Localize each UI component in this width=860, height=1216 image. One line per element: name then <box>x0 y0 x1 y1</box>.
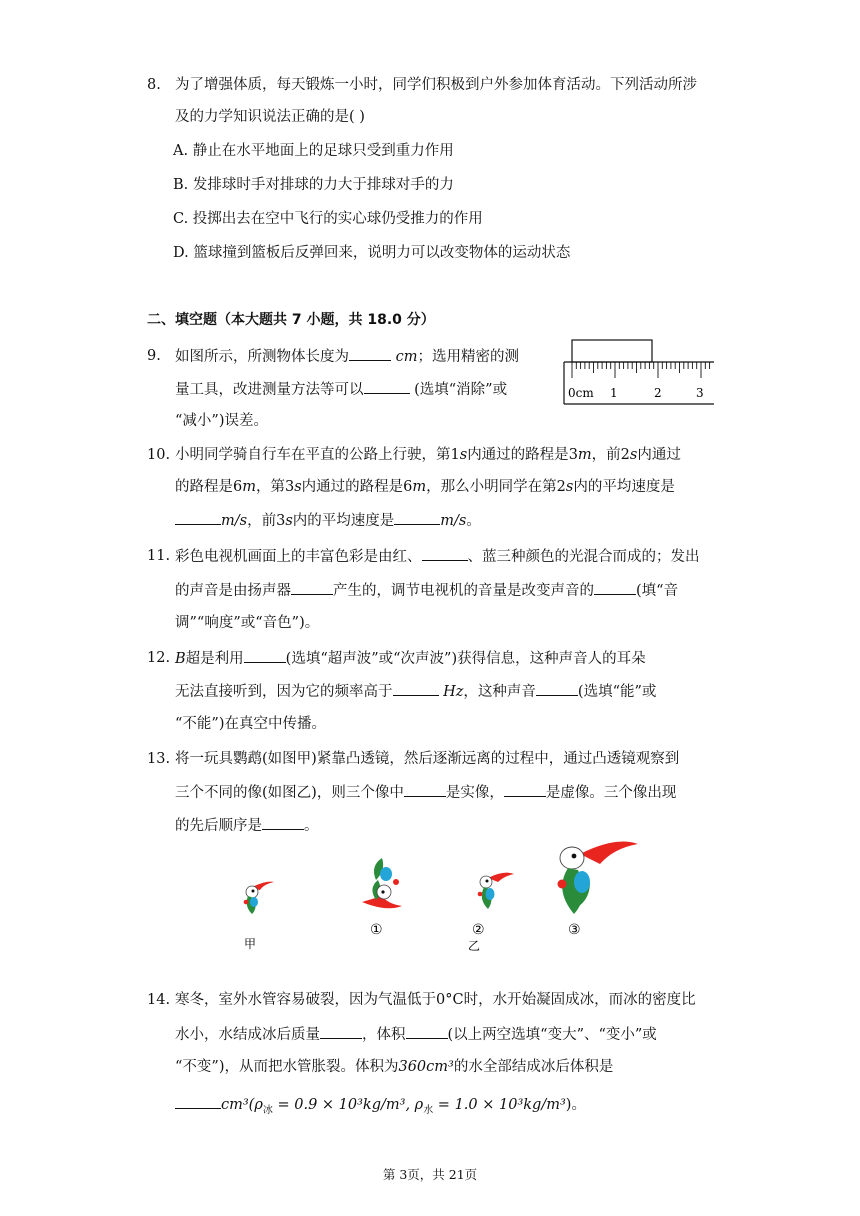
q11-text: 的声音是由扬声器 <box>175 583 291 599</box>
q12-line3: “不能”)在真空中传播。 <box>175 716 326 732</box>
q10-value: 3 <box>568 447 578 463</box>
answer-blank[interactable] <box>349 346 391 361</box>
q8-stem-line1: 为了增强体质，每天锻炼一小时，同学们积极到户外参加体育活动。下列活动所涉 <box>175 77 697 93</box>
fig-label-yi: 乙 <box>468 939 481 953</box>
q10-unit: m/s <box>440 513 467 529</box>
answer-blank[interactable] <box>536 681 578 696</box>
q9-line2 <box>175 379 507 400</box>
q14-text: 寒冬，室外水管容易破裂，因为气温低于 <box>175 992 436 1008</box>
q10-unit: m <box>242 479 256 495</box>
q8-number: 8. <box>147 77 161 93</box>
image-mark-1: ① <box>370 922 383 938</box>
q10-unit: s <box>459 447 468 463</box>
answer-blank[interactable] <box>175 1094 221 1109</box>
q12-text: ，这种声音 <box>463 684 536 700</box>
answer-blank[interactable] <box>364 379 410 394</box>
q11-text: 彩色电视机画面上的丰富色彩是由红、 <box>175 549 422 565</box>
q14-value: 360cm³ <box>398 1059 454 1075</box>
answer-blank[interactable] <box>394 510 440 525</box>
q14-line1 <box>175 990 696 1010</box>
q10-value: 2 <box>556 479 566 495</box>
q9-text: (选填“消除”或 <box>414 382 508 398</box>
q8-option-a: A. 静止在水平地面上的足球只受到重力作用 <box>173 143 454 159</box>
q11-text: 产生的，调节电视机的音量是改变声音的 <box>333 583 594 599</box>
q10-unit: s <box>285 513 293 529</box>
q14-formula: cm³(ρ <box>221 1097 263 1113</box>
q13-text: 的先后顺序是 <box>175 818 262 834</box>
answer-blank[interactable] <box>320 1024 362 1039</box>
q10-text: 内的平均速度是 <box>292 513 395 529</box>
q10-unit: m <box>412 479 427 495</box>
answer-blank[interactable] <box>422 546 468 561</box>
q10-text: ，前 <box>591 447 621 463</box>
page-footer: 第 3页，共 21页 <box>382 1167 478 1182</box>
answer-blank[interactable] <box>404 782 446 797</box>
answer-blank[interactable] <box>393 681 439 696</box>
q10-value: 1 <box>450 447 460 463</box>
q11-line3: 调”“响度”或“音色”)。 <box>175 615 320 631</box>
q10-unit: s <box>294 479 302 495</box>
q11-number: 11. <box>147 548 171 564</box>
q14-text: 时，水开始凝固成冰，而冰的密度比 <box>463 992 696 1008</box>
q14-value: 0°C <box>436 992 464 1008</box>
q14-formula: = 0.9 × 10³kg/m³, ρ <box>272 1097 424 1113</box>
q10-text: 内通过 <box>637 447 681 463</box>
q12-line2 <box>175 681 656 702</box>
q10-line2 <box>175 477 675 497</box>
parrot-jia <box>244 882 274 914</box>
q10-unit: s <box>629 447 638 463</box>
q11-text: (填“音 <box>636 583 679 599</box>
q10-text: 内通过的路程是 <box>301 479 404 495</box>
q8-option-b: B. 发排球时手对排球的力大于排球对手的力 <box>173 177 454 193</box>
q11-text: 、蓝三种颜色的光混合而成的；发出 <box>467 549 700 565</box>
q14-text: (以上两空选填“变大”、“变小”或 <box>447 1027 657 1043</box>
ruler-label-2: 2 <box>654 386 662 400</box>
q10-text: 。 <box>466 513 481 529</box>
image-mark-2: ② <box>472 922 485 938</box>
q10-text: 小明同学骑自行车在平直的公路上行驶，第 <box>175 447 451 463</box>
q12-symbol: B <box>175 651 186 667</box>
q13-line1: 将一玩具鹦鹉(如图甲)紧靠凸透镜，然后逐渐远离的过程中，通过凸透镜观察到 <box>175 751 680 767</box>
measured-object <box>572 340 652 362</box>
q14-line2 <box>175 1024 657 1045</box>
q10-value: 6 <box>233 479 243 495</box>
q14-number: 14. <box>147 992 171 1008</box>
q9-number: 9. <box>147 348 161 364</box>
q10-value: 2 <box>620 447 630 463</box>
q13-number: 13. <box>147 751 171 767</box>
q12-text: (选填“超声波”或“次声波”)获得信息，这种声音人的耳朵 <box>285 651 646 667</box>
q12-text: 无法直接听到，因为它的频率高于 <box>175 684 393 700</box>
q14-line4 <box>175 1094 586 1121</box>
q12-text: (选填“能”或 <box>577 684 657 700</box>
parrot-image-3 <box>558 842 639 914</box>
q10-text: ，第 <box>255 479 285 495</box>
q10-value: 3 <box>284 479 295 495</box>
ruler-figure <box>560 338 716 406</box>
q12-line1 <box>175 648 646 669</box>
q10-value: 3 <box>276 513 286 529</box>
q14-line3 <box>175 1057 613 1077</box>
q10-text: ，前 <box>247 513 277 529</box>
q13-text: 三个不同的像(如图乙)，则三个像中 <box>175 785 404 801</box>
ruler-label-0: 0cm <box>568 386 594 400</box>
answer-blank[interactable] <box>504 782 546 797</box>
answer-blank[interactable] <box>175 510 221 525</box>
q10-unit: m <box>577 447 592 463</box>
q12-unit: Hz <box>443 684 464 700</box>
parrot-image-1 <box>362 858 402 908</box>
ruler-label-3: 3 <box>696 386 704 400</box>
q9-line3: “减小”)误差。 <box>175 413 268 429</box>
q8-option-c: C. 投掷出去在空中飞行的实心球仍受推力的作用 <box>173 211 483 227</box>
q13-text: 。 <box>304 818 319 834</box>
answer-blank[interactable] <box>594 580 636 595</box>
q10-text: 的路程是 <box>175 479 233 495</box>
q10-text: 内通过的路程是 <box>467 447 569 463</box>
parrot-image-2 <box>478 873 514 909</box>
unit: cm <box>395 349 418 365</box>
q9-text: ；选用精密的测 <box>417 349 519 365</box>
q10-unit: m/s <box>221 513 248 529</box>
q13-line3 <box>175 815 319 836</box>
q10-line3 <box>175 510 481 531</box>
q14-text: )。 <box>565 1097 586 1113</box>
answer-blank[interactable] <box>262 815 304 830</box>
ruler-label-1: 1 <box>610 386 618 400</box>
ruler-ticks <box>572 362 710 378</box>
q12-number: 12. <box>147 650 171 666</box>
q9-line1 <box>175 346 519 367</box>
q14-text: 的水全部结成冰后体积是 <box>453 1059 614 1075</box>
q14-text: ，体积 <box>362 1027 406 1043</box>
answer-blank[interactable] <box>291 580 333 595</box>
q8-stem-line2: 及的力学知识说法正确的是( ) <box>175 109 365 125</box>
q10-text: 内的平均速度是 <box>573 479 675 495</box>
parrot-figure <box>220 840 640 955</box>
q12-text: 超是利用 <box>185 651 244 667</box>
q13-text: 是实像， <box>445 785 504 801</box>
q13-text: 是虚像。三个像出现 <box>545 785 677 801</box>
q14-text: “不变”)，从而把水管胀裂。体积为 <box>175 1059 399 1075</box>
q10-text: ，那么小明同学在第 <box>426 479 557 495</box>
q10-number: 10. <box>147 447 171 463</box>
q14-subscript: 冰 <box>262 1104 273 1116</box>
q11-line1 <box>175 546 700 567</box>
q10-line1 <box>175 445 681 465</box>
section-heading: 二、填空题（本大题共 7 小题，共 18.0 分） <box>147 312 435 328</box>
q10-unit: s <box>565 479 574 495</box>
q9-text: 量工具，改进测量方法等可以 <box>175 382 364 398</box>
q9-text: 如图所示，所测物体长度为 <box>175 349 349 365</box>
fig-label-jia: 甲 <box>244 937 257 951</box>
answer-blank[interactable] <box>406 1024 448 1039</box>
q14-text: 水小，水结成冰后质量 <box>175 1027 320 1043</box>
q14-subscript: 水 <box>423 1104 434 1116</box>
q13-line2 <box>175 782 676 803</box>
q14-formula: = 1.0 × 10³kg/m³ <box>433 1097 566 1113</box>
answer-blank[interactable] <box>244 648 286 663</box>
image-mark-3: ③ <box>568 922 581 938</box>
q11-line2 <box>175 580 678 601</box>
q8-option-d: D. 篮球撞到篮板后反弹回来，说明力可以改变物体的运动状态 <box>173 245 571 261</box>
q10-value: 6 <box>403 479 413 495</box>
